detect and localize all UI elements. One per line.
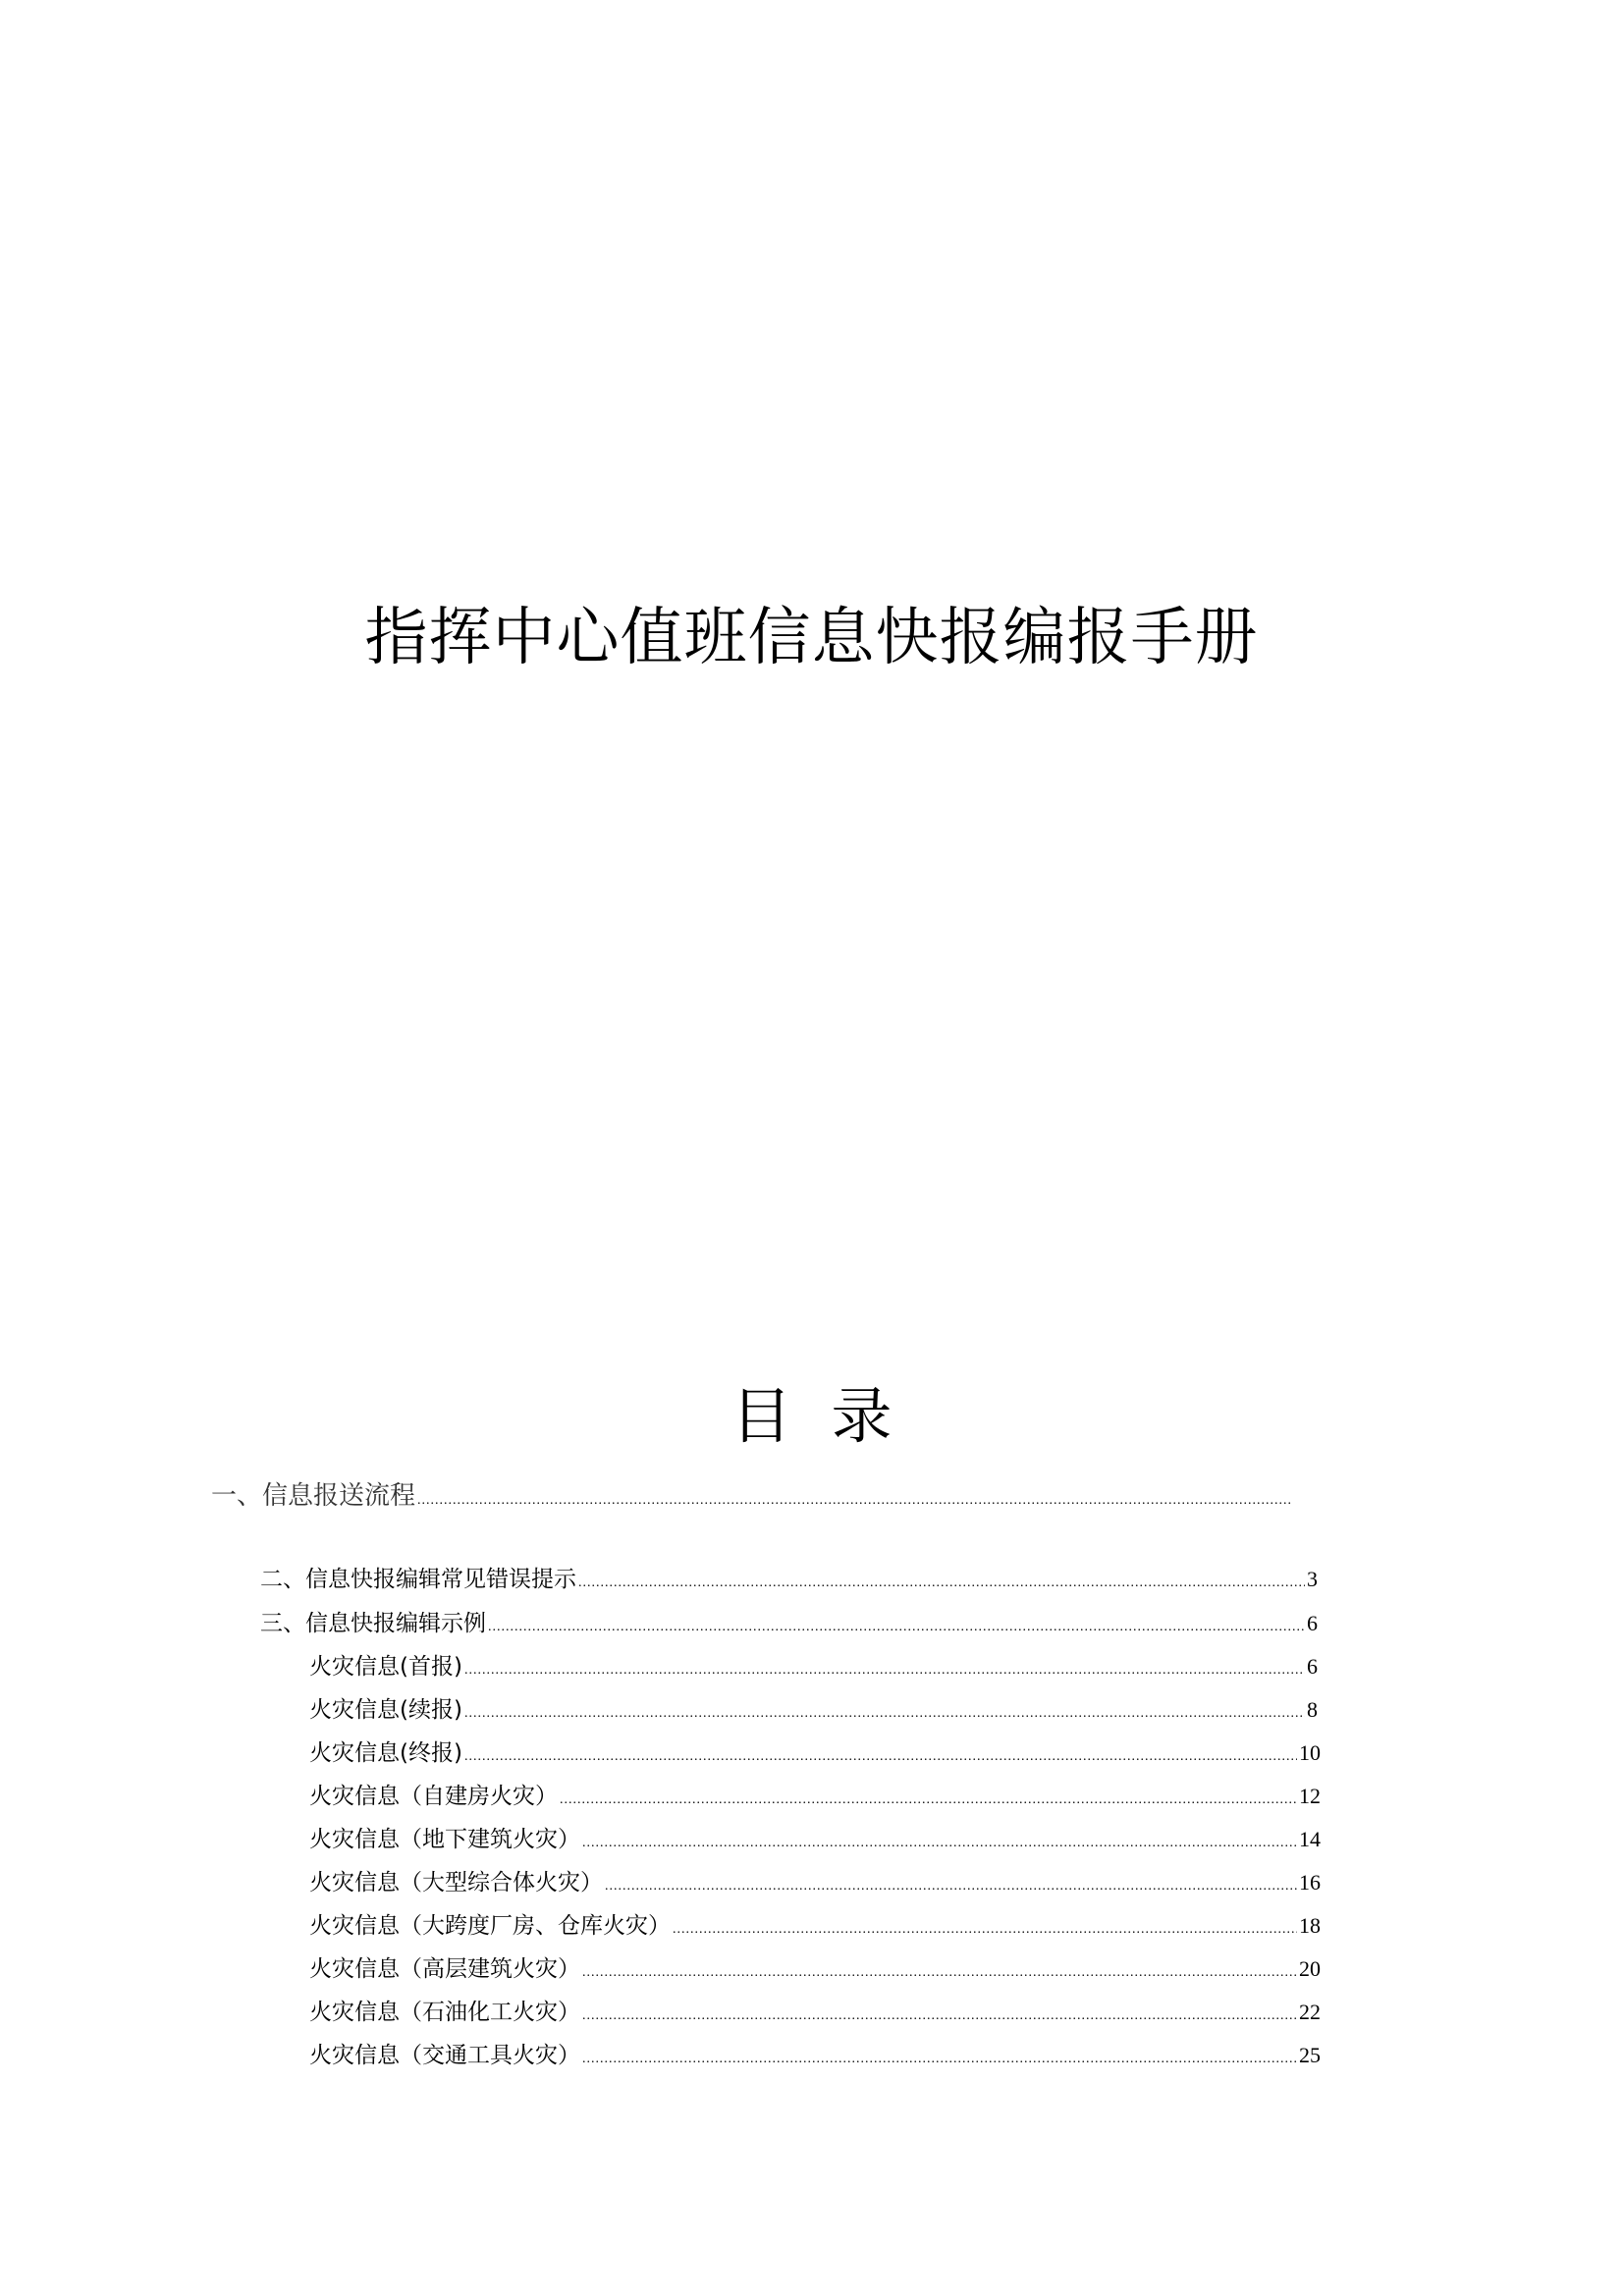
toc-dot-leader (464, 1706, 1305, 1722)
toc-entry-fire-large-span-warehouse[interactable] (309, 1907, 1321, 1939)
toc-entry-page: 6 (1307, 1611, 1318, 1635)
toc-entry-label: 火灾信息(终报) (309, 1740, 462, 1766)
toc-dot-leader (464, 1749, 1297, 1765)
toc-dot-leader (488, 1620, 1305, 1635)
toc-dot-leader (605, 1879, 1297, 1895)
document-title: 指挥中心值班信息快报编报手册 (364, 602, 1259, 674)
toc-dot-leader (582, 2008, 1297, 2024)
toc-entry-fire-petrochemical[interactable] (309, 1994, 1321, 2025)
toc-entry-editing-examples[interactable] (260, 1605, 1318, 1636)
toc-entry-page: 12 (1299, 1784, 1321, 1808)
toc-entry-fire-self-built-house[interactable] (309, 1778, 1321, 1809)
toc-heading: 目录 (730, 1380, 932, 1452)
toc-entry-label: 火灾信息（大型综合体火灾） (309, 1870, 603, 1896)
toc-entry-page: 25 (1299, 2043, 1321, 2067)
toc-entry-page: 3 (1307, 1567, 1318, 1591)
toc-entry-common-errors[interactable] (260, 1561, 1318, 1592)
toc-entry-label: 二、信息快报编辑常见错误提示 (260, 1567, 576, 1592)
toc-dot-leader (417, 1493, 1292, 1509)
toc-entry-label: 火灾信息(续报) (309, 1697, 462, 1723)
toc-entry-label: 三、信息快报编辑示例 (260, 1611, 486, 1636)
toc-entry-page: 14 (1299, 1827, 1321, 1851)
toc-entry-fire-follow-up[interactable] (309, 1691, 1318, 1723)
toc-entry-fire-underground-building[interactable] (309, 1821, 1321, 1852)
toc-entry-label: 火灾信息（交通工具火灾） (309, 2043, 580, 2068)
toc-dot-leader (464, 1663, 1305, 1679)
toc-dot-leader (673, 1922, 1297, 1938)
toc-dot-leader (582, 1836, 1297, 1851)
toc-entry-fire-large-complex[interactable] (309, 1864, 1321, 1896)
toc-entry-label: 火灾信息（高层建筑火灾） (309, 1956, 580, 1982)
toc-entry-label: 火灾信息（自建房火灾） (309, 1784, 558, 1809)
toc-entry-label: 火灾信息（石油化工火灾） (309, 2000, 580, 2025)
toc-entry-page: 20 (1299, 1956, 1321, 1981)
toc-entry-fire-high-rise[interactable] (309, 1950, 1321, 1982)
toc-entry-page: 8 (1307, 1697, 1318, 1722)
toc-entry-fire-vehicle[interactable] (309, 2037, 1321, 2068)
toc-dot-leader (582, 2052, 1297, 2067)
toc-dot-leader (578, 1575, 1305, 1591)
toc-entry-label: 火灾信息（地下建筑火灾） (309, 1827, 580, 1852)
toc-entry-page: 16 (1299, 1870, 1321, 1895)
toc-entry-label: 火灾信息（大跨度厂房、仓库火灾） (309, 1913, 671, 1939)
toc-entry-page: 18 (1299, 1913, 1321, 1938)
toc-entry-page: 10 (1299, 1740, 1321, 1765)
toc-entry-page: 6 (1307, 1654, 1318, 1679)
toc-dot-leader (582, 1965, 1297, 1981)
toc-entry-page: 22 (1299, 2000, 1321, 2024)
toc-entry-fire-final-report[interactable] (309, 1735, 1321, 1766)
toc-entry-fire-first-report[interactable] (309, 1648, 1318, 1680)
toc-entry-info-reporting-process[interactable] (211, 1475, 1294, 1510)
toc-entry-label: 火灾信息(首报) (309, 1654, 462, 1680)
toc-dot-leader (560, 1792, 1297, 1808)
toc-entry-label: 一、信息报送流程 (211, 1481, 416, 1510)
